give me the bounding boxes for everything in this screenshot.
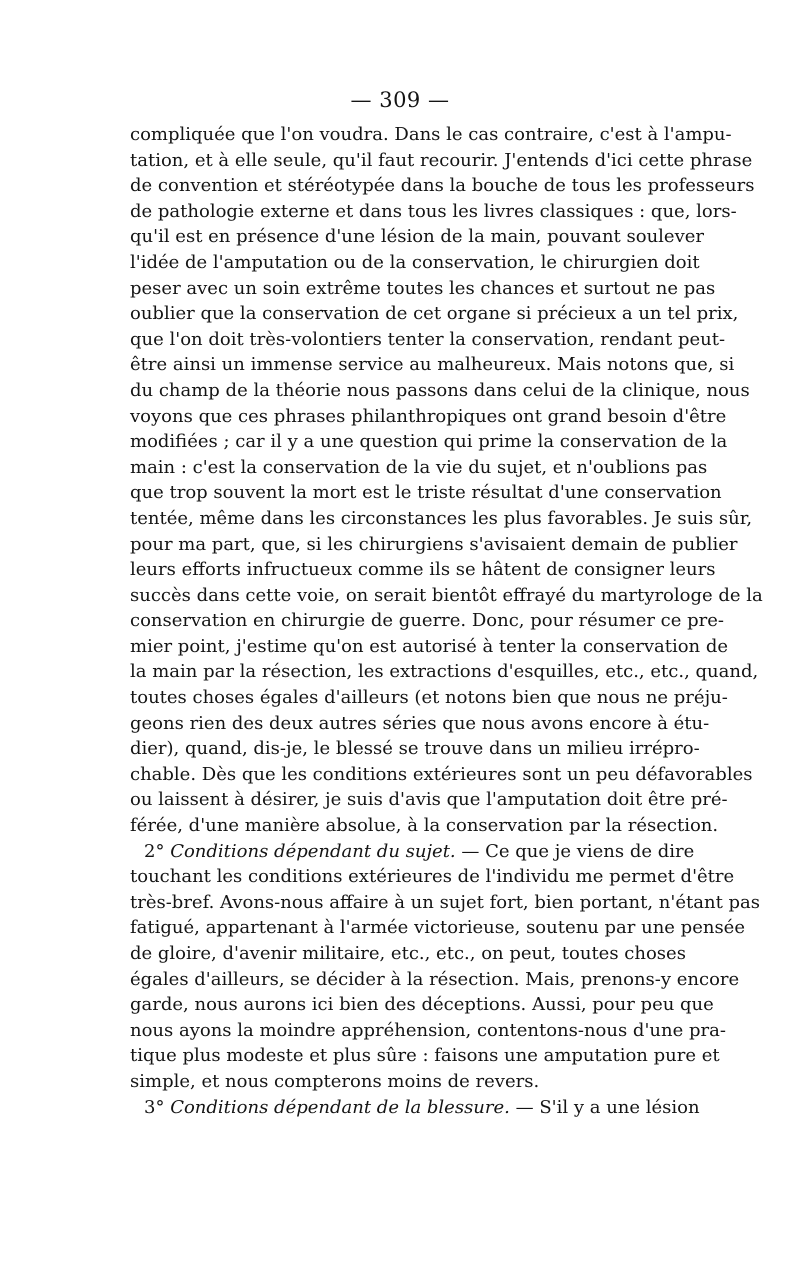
text-line: qu'il est en présence d'une lésion de la main, pouvant soulever — [130, 226, 705, 248]
text-line: nous ayons la moindre appréhension, contentons-nous d'une pra- — [130, 1019, 726, 1041]
page-number: — 309 — — [350, 88, 450, 112]
text-line: conservation en chirurgie de guerre. Donc, pour résumer ce pre- — [130, 610, 724, 632]
text-line: du champ de la théorie nous passons dans celui de la clinique, nous — [130, 379, 750, 401]
section-2-heading-line — [130, 839, 695, 865]
text-line: main : c'est la conservation de la vie du sujet, et n'oublions pas — [130, 456, 708, 478]
text-line: tique plus modeste et plus sûre : faisons une amputation pure et — [130, 1045, 720, 1067]
section-3-heading-line — [130, 1095, 700, 1121]
text-line: égales d'ailleurs, se décider à la résection. Mais, prenons-y encore — [130, 968, 740, 990]
section-3-number: 3° — [144, 1096, 165, 1118]
text-line: de pathologie externe et dans tous les livres classiques : que, lors- — [130, 200, 737, 222]
text-line: garde, nous aurons ici bien des déceptions. Aussi, pour peu que — [130, 994, 714, 1016]
text-line: tentée, même dans les circonstances les plus favorables. Je suis sûr, — [130, 507, 753, 529]
text-line: touchant les conditions extérieures de l'individu me permet d'être — [130, 866, 735, 888]
text-line: chable. Dès que les conditions extérieures sont un peu défavorables — [130, 763, 753, 785]
text-line: simple, et nous compterons moins de revers. — [130, 1070, 540, 1092]
text-line: toutes choses égales d'ailleurs (et notons bien que nous ne préju- — [130, 687, 728, 709]
text-line: que l'on doit très-volontiers tenter la conservation, rendant peut- — [130, 328, 726, 350]
text-line: de gloire, d'avenir militaire, etc., etc., on peut, toutes choses — [130, 943, 686, 964]
text-line: de convention et stéréotypée dans la bouche de tous les professeurs — [130, 175, 755, 197]
section-3-title: Conditions dépendant de la blessure. — [170, 1096, 510, 1118]
text-line: que trop souvent la mort est le triste résultat d'une conservation — [130, 482, 722, 504]
text-line: très-bref. Avons-nous affaire à un sujet fort, bien portant, n'étant pas — [130, 891, 761, 913]
body-text — [130, 122, 763, 1120]
text-line: compliquée que l'on voudra. Dans le cas contraire, c'est à l'ampu- — [130, 124, 732, 145]
text-line: fatigué, appartenant à l'armée victorieuse, soutenu par une pensée — [130, 917, 745, 939]
text-line: geons rien des deux autres séries que nous avons encore à étu- — [130, 712, 710, 734]
text-line: dier), quand, dis-je, le blessé se trouve dans un milieu irrépro- — [130, 738, 700, 760]
section-3-text: — S'il y a une lésion — [515, 1096, 700, 1118]
text-line: leurs efforts infructueux comme ils se hâtent de consigner leurs — [130, 559, 716, 581]
text-line: la main par la résection, les extractions d'esquilles, etc., etc., quand, — [130, 661, 759, 683]
section-2-number: 2° — [144, 840, 165, 862]
text-line: tation, et à elle seule, qu'il faut recourir. J'entends d'ici cette phrase — [130, 149, 753, 171]
section-2-text: — Ce que je viens de dire — [461, 840, 695, 862]
text-line: modifiées ; car il y a une question qui prime la conservation de la — [130, 431, 728, 453]
text-line: ou laissent à désirer, je suis d'avis que l'amputation doit être pré- — [130, 789, 728, 811]
text-line: mier point, j'estime qu'on est autorisé à tenter la conservation de — [130, 635, 729, 657]
text-line: oublier que la conservation de cet organe si précieux a un tel prix, — [130, 303, 739, 325]
text-line: pour ma part, que, si les chirurgiens s'avisaient demain de publier — [130, 533, 738, 555]
text-line: être ainsi un immense service au malheureux. Mais notons que, si — [130, 354, 735, 376]
text-line: l'idée de l'amputation ou de la conservation, le chirurgien doit — [130, 251, 700, 273]
section-2-title: Conditions dépendant du sujet. — [170, 840, 456, 862]
text-line: férée, d'une manière absolue, à la conservation par la résection. — [130, 815, 719, 837]
text-line: peser avec un soin extrême toutes les chances et surtout ne pas — [130, 277, 716, 299]
text-line: voyons que ces phrases philanthropiques ont grand besoin d'être — [130, 405, 727, 427]
text-line: succès dans cette voie, on serait bientôt effrayé du martyrologe de la — [130, 584, 763, 606]
